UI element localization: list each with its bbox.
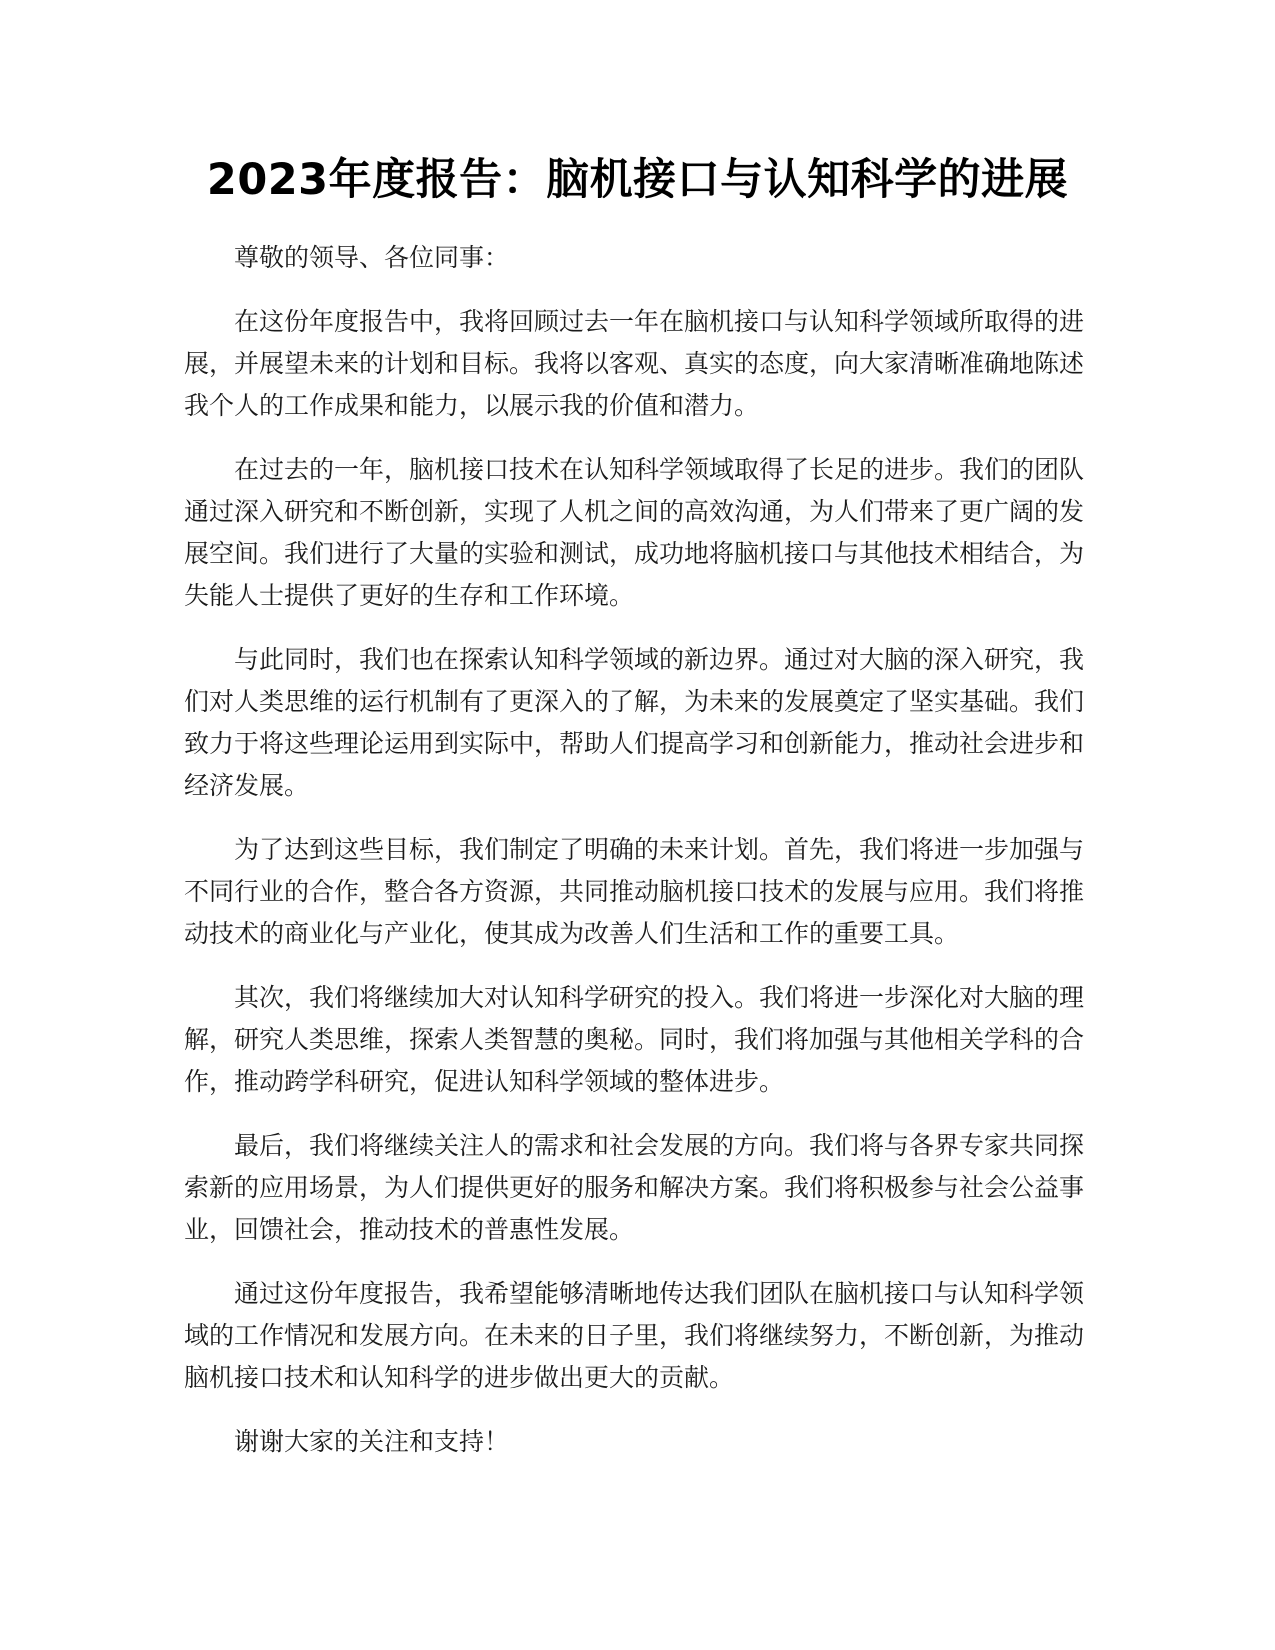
paragraph: 在这份年度报告中，我将回顾过去一年在脑机接口与认知科学领域所取得的进展，并展望未来的计划和目标。我将以客观、真实的态度，向大家清晰准确地陈述我个人的工作成果和能力，以展示我的价值和潜力。 [184, 307, 1085, 420]
paragraph: 为了达到这些目标，我们制定了明确的未来计划。首先，我们将进一步加强与不同行业的合作，整合各方资源，共同推动脑机接口技术的发展与应用。我们将推动技术的商业化与产业化，使其成为改善人们生活和工作的重要工具。 [184, 835, 1085, 948]
document-title: 2023年度报告：脑机接口与认知科学的进展 [206, 155, 1069, 205]
paragraph-closing: 谢谢大家的关注和支持！ [234, 1427, 510, 1456]
paragraph: 最后，我们将继续关注人的需求和社会发展的方向。我们将与各界专家共同探索新的应用场景，为人们提供更好的服务和解决方案。我们将积极参与社会公益事业，回馈社会，推动技术的普惠性发展。 [184, 1131, 1085, 1244]
paragraph: 其次，我们将继续加大对认知科学研究的投入。我们将进一步深化对大脑的理解，研究人类思维，探索人类智慧的奥秘。同时，我们将加强与其他相关学科的合作，推动跨学科研究，促进认知科学领域的整体进步。 [184, 983, 1085, 1096]
document-body [184, 237, 1084, 1485]
paragraph: 在过去的一年，脑机接口技术在认知科学领域取得了长足的进步。我们的团队通过深入研究和不断创新，实现了人机之间的高效沟通，为人们带来了更广阔的发展空间。我们进行了大量的实验和测试，成功地将脑机接口与其他技术相结合，为失能人士提供了更好的生存和工作环境。 [184, 455, 1085, 610]
paragraph: 与此同时，我们也在探索认知科学领域的新边界。通过对大脑的深入研究，我们对人类思维的运行机制有了更深入的了解，为未来的发展奠定了坚实基础。我们致力于将这些理论运用到实际中，帮助人们提高学习和创新能力，推动社会进步和经济发展。 [184, 645, 1085, 800]
paragraph-salutation: 尊敬的领导、各位同事： [234, 243, 510, 272]
paragraph: 通过这份年度报告，我希望能够清晰地传达我们团队在脑机接口与认知科学领域的工作情况和发展方向。在未来的日子里，我们将继续努力，不断创新，为推动脑机接口技术和认知科学的进步做出更大的贡献。 [184, 1279, 1085, 1392]
